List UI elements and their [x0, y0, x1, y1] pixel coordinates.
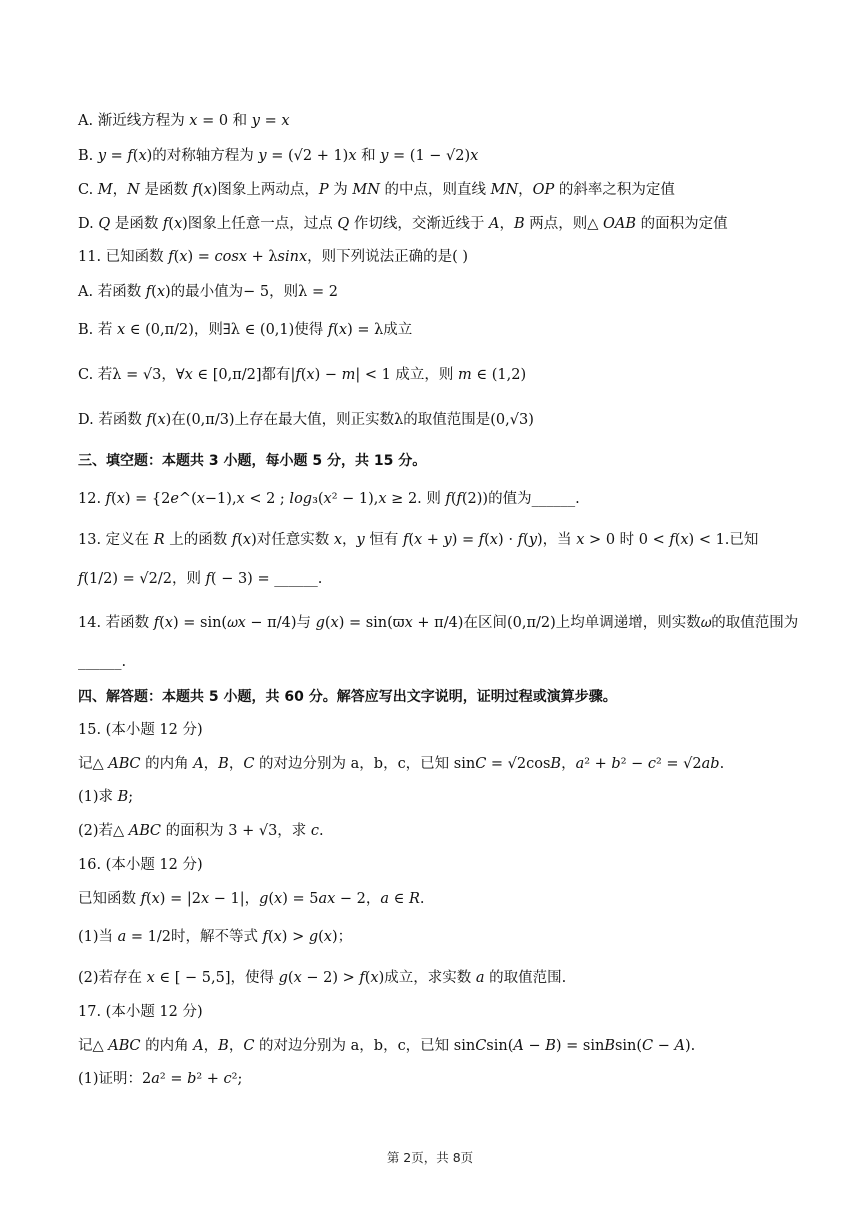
- q11-option-c: C. 若λ = √3，∀𝑥 ∈ [0,π/2]都有|𝑓(𝑥) − 𝑚| < 1 成立，则 𝑚 ∈ (1,2): [78, 367, 527, 383]
- question-16-part1: (1)当 𝑎 = 1/2时，解不等式 𝑓(𝑥) > 𝑔(𝑥)；: [78, 929, 353, 945]
- question-15-part2: (2)若△ 𝐴𝐵𝐶 的面积为 3 + √3，求 𝑐.: [78, 823, 324, 839]
- question-17-header: 17. (本小题 12 分): [78, 1004, 203, 1020]
- option-d-triangle-area: D. 𝑄 是函数 𝑓(𝑥)图象上任意一点，过点 𝑄 作切线，交渐近线于 𝐴，𝐵 两点，则△ 𝑂𝐴𝐵 的面积为定值: [78, 216, 728, 232]
- question-16-part2: (2)若存在 𝑥 ∈ [ − 5,5]，使得 𝑔(𝑥 − 2) > 𝑓(𝑥)成立，求实数 𝑎 的取值范围.: [78, 970, 567, 986]
- question-13-line1: 13. 定义在 𝑅 上的函数 𝑓(𝑥)对任意实数 𝑥，𝑦 恒有 𝑓(𝑥 + 𝑦) = 𝑓(𝑥) ⋅ 𝑓(𝑦)，当 𝑥 > 0 时 0 < 𝑓(𝑥) < 1.已知: [78, 532, 759, 548]
- page-footer: 第 2页，共 8页: [386, 1150, 474, 1165]
- section-fill-in-heading: 三、填空题：本题共 3 小题，每小题 5 分，共 15 分。: [78, 453, 427, 469]
- option-a-asymptote: A. 渐近线方程为 𝑥 = 0 和 𝑦 = 𝑥: [78, 113, 290, 129]
- question-12: 12. 𝑓(𝑥) = {2𝑒^(𝑥−1),𝑥 < 2 ; 𝑙𝑜𝑔₃(𝑥² − 1),𝑥 ≥ 2. 则 𝑓(𝑓(2))的值为______.: [78, 491, 580, 507]
- question-14-line1: 14. 若函数 𝑓(𝑥) = sin(𝜔𝑥 − π/4)与 𝑔(𝑥) = sin(ϖ𝑥 + π/4)在区间(0,π/2)上均单调递增，则实数𝜔的取值范围为: [78, 615, 799, 631]
- question-15-header: 15. (本小题 12 分): [78, 722, 203, 738]
- option-b-symmetry-axis: B. 𝑦 = 𝑓(𝑥)的对称轴方程为 𝑦 = (√2 + 1)𝑥 和 𝑦 = (1 − √2)𝑥: [78, 148, 479, 164]
- q11-option-a: A. 若函数 𝑓(𝑥)的最小值为− 5，则λ = 2: [78, 284, 338, 300]
- question-15-stem: 记△ 𝐴𝐵𝐶 的内角 𝐴，𝐵，𝐶 的对边分别为 a，b，c，已知 sin𝐶 = √2cos𝐵，𝑎² + 𝑏² − 𝑐² = √2𝑎𝑏.: [78, 756, 725, 772]
- question-16-stem: 已知函数 𝑓(𝑥) = |2𝑥 − 1|，𝑔(𝑥) = 5𝑎𝑥 − 2，𝑎 ∈ 𝑅.: [78, 891, 425, 907]
- section-answer-heading: 四、解答题：本题共 5 小题，共 60 分。解答应写出文字说明，证明过程或演算步骤。: [78, 689, 617, 705]
- q11-option-b: B. 若 𝑥 ∈ (0,π/2)，则∃λ ∈ (0,1)使得 𝑓(𝑥) = λ成立: [78, 322, 413, 338]
- q11-option-d: D. 若函数 𝑓(𝑥)在(0,π/3)上存在最大值，则正实数λ的取值范围是(0,√3): [78, 412, 534, 428]
- question-16-header: 16. (本小题 12 分): [78, 857, 203, 873]
- question-15-part1: (1)求 𝐵;: [78, 789, 134, 805]
- question-11-stem: 11. 已知函数 𝑓(𝑥) = 𝑐𝑜𝑠𝑥 + λ𝑠𝑖𝑛𝑥，则下列说法正确的是( ): [78, 249, 469, 265]
- option-c-slope-product: C. 𝑀，𝑁 是函数 𝑓(𝑥)图象上两动点，𝑃 为 𝑀𝑁 的中点，则直线 𝑀𝑁，𝑂𝑃 的斜率之积为定值: [78, 182, 675, 198]
- question-17-part1: (1)证明：2𝑎² = 𝑏² + 𝑐²;: [78, 1071, 243, 1087]
- question-13-line2: 𝑓(1/2) = √2/2，则 𝑓( − 3) = ______.: [78, 571, 323, 587]
- question-17-stem: 记△ 𝐴𝐵𝐶 的内角 𝐴，𝐵，𝐶 的对边分别为 a，b，c，已知 sin𝐶sin(𝐴 − 𝐵) = sin𝐵sin(𝐶 − 𝐴).: [78, 1038, 696, 1054]
- question-14-blank: ______.: [78, 654, 127, 670]
